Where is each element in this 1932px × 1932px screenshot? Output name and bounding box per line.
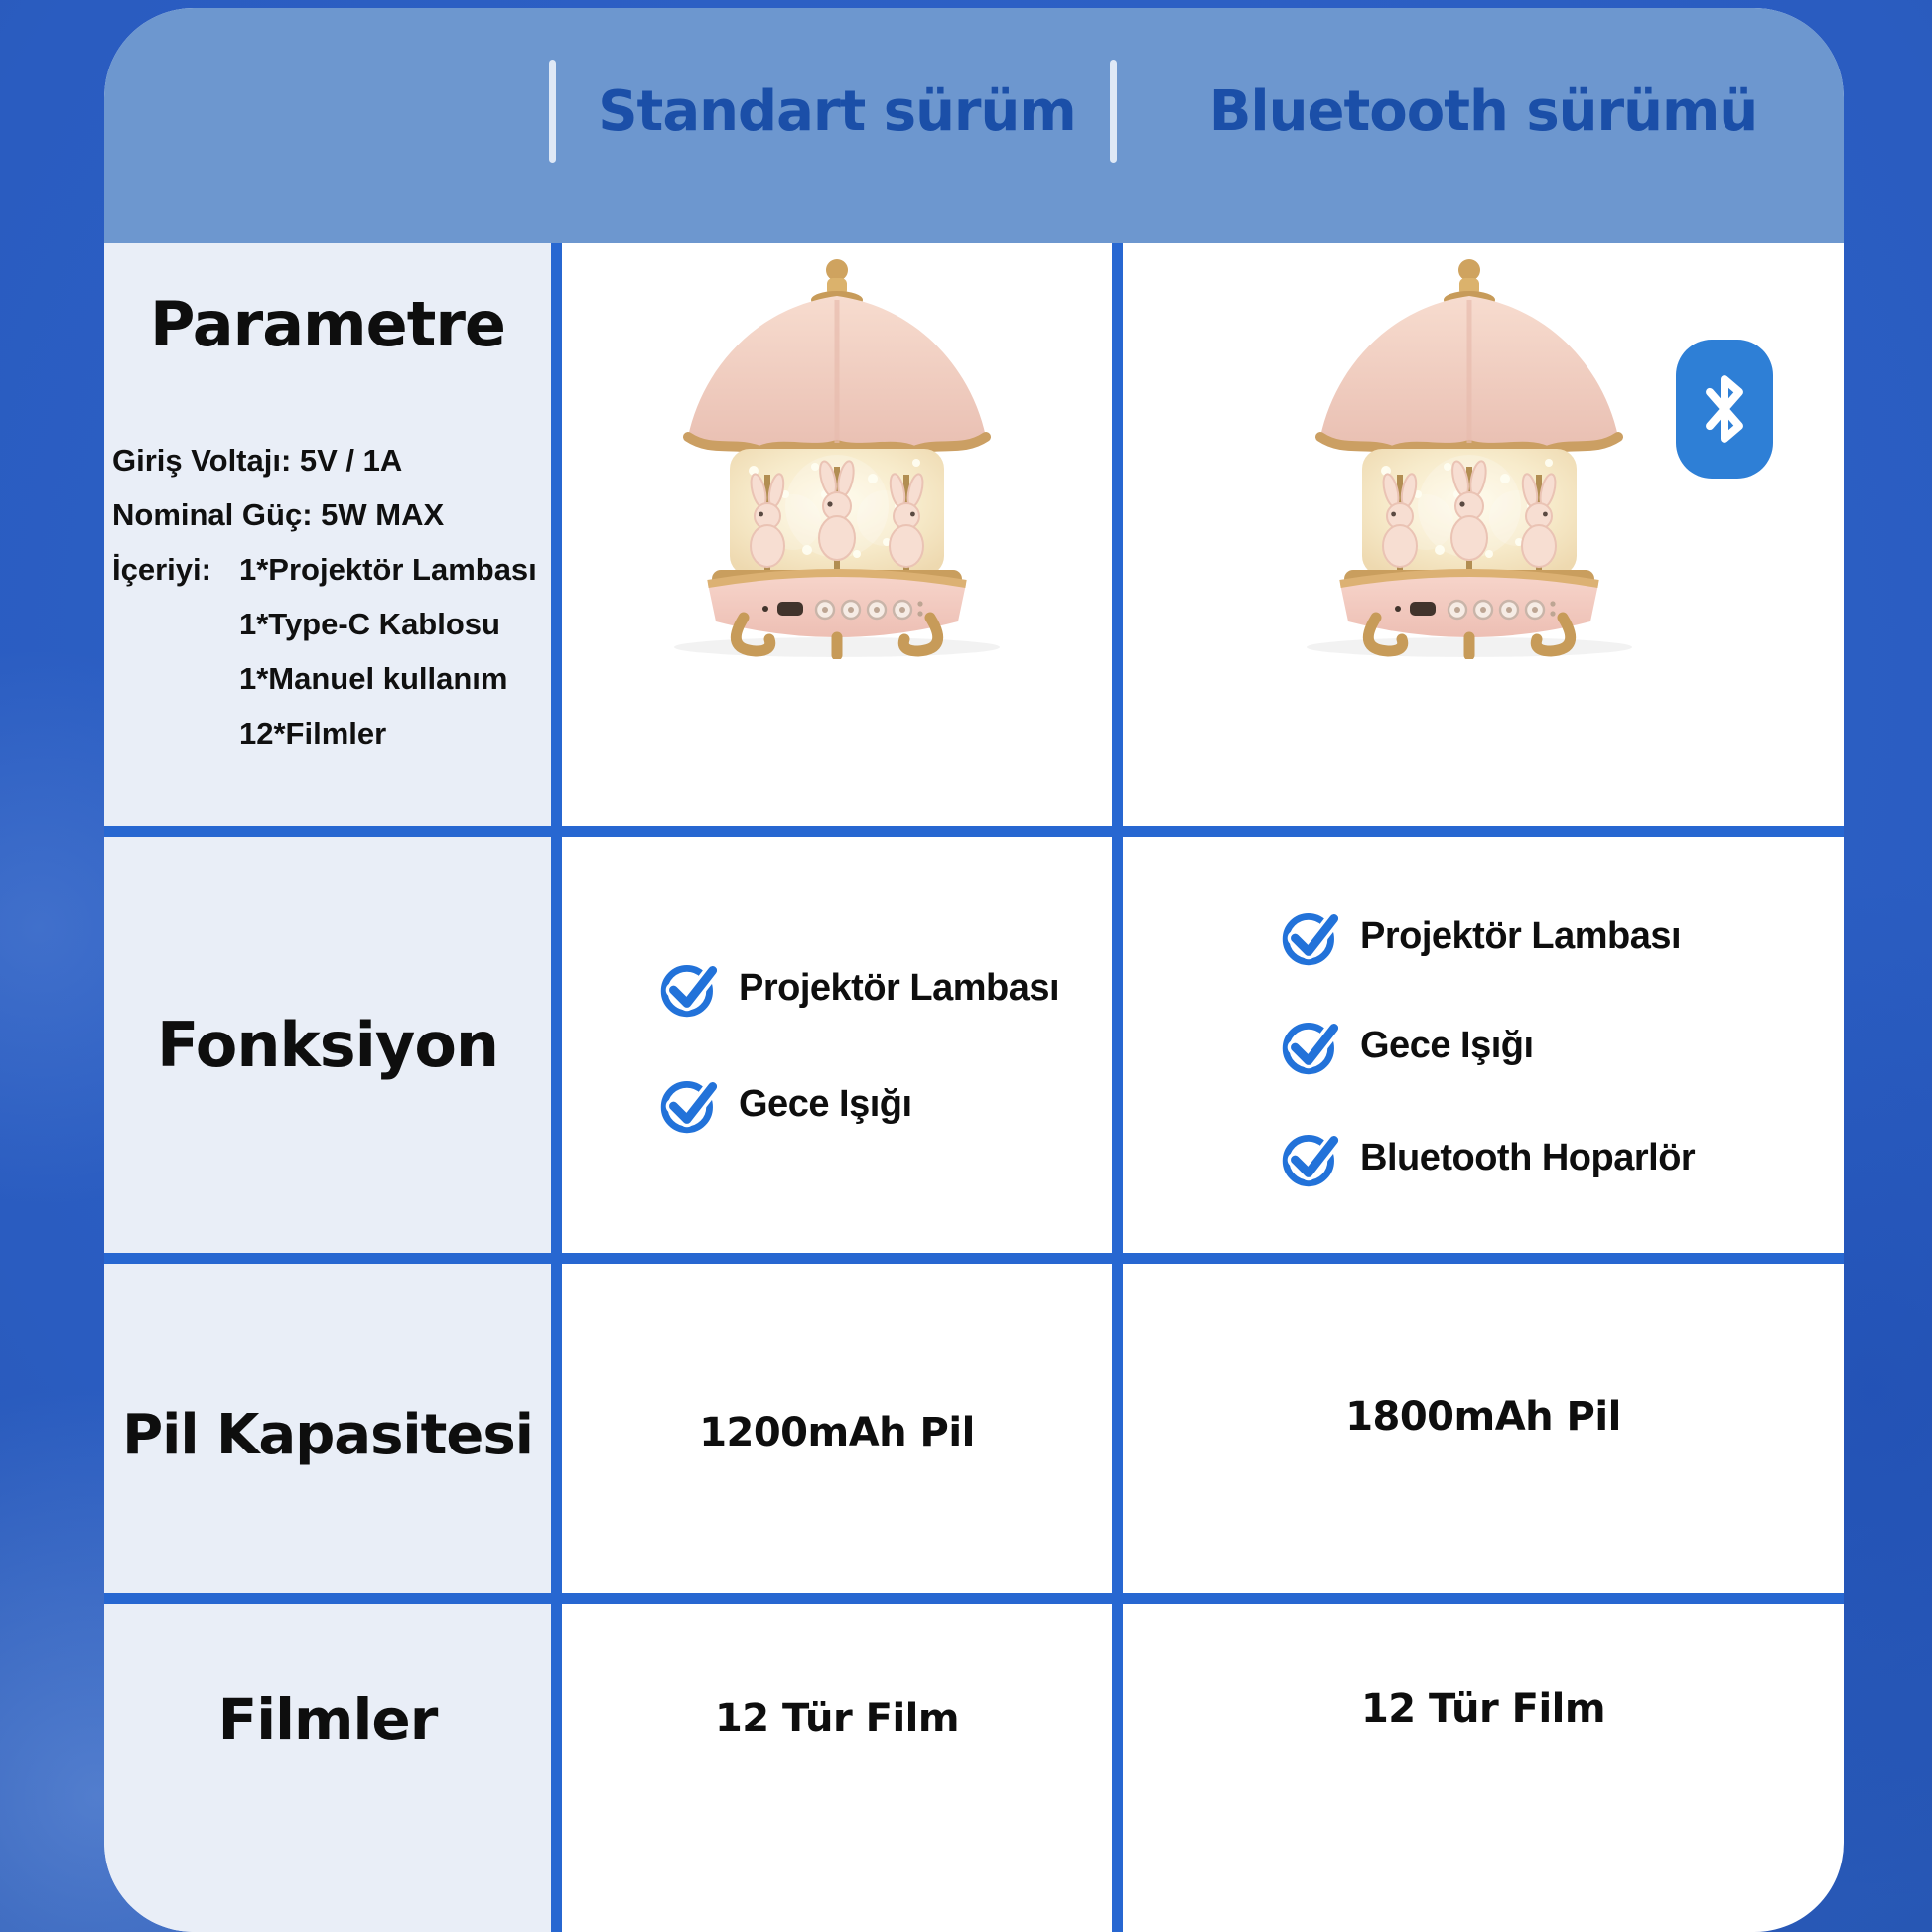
row-title-filmler: Filmler [217,1686,438,1753]
row-title-parametre: Parametre [150,288,505,360]
feature-label: Projektör Lambası [739,966,1060,1009]
film-value-standard: 12 Tür Film [714,1696,960,1741]
grid-line-horizontal [104,826,1844,837]
battery-value-standard: 1200mAh Pil [699,1410,975,1455]
bluetooth-icon [1676,340,1773,479]
spec-contents-item: 1*Projektör Lambası [239,552,537,587]
row-title-fonksiyon: Fonksiyon [156,1009,499,1081]
check-circle-icon [660,957,722,1019]
feature-label: Gece Işığı [739,1082,912,1125]
film-value-bluetooth: 12 Tür Film [1360,1686,1606,1731]
feature-item [660,1072,912,1136]
feature-item [1282,1126,1695,1189]
grid-line-vertical [1112,243,1123,1932]
product-image-bluetooth [1251,252,1688,659]
feature-label: Gece Işığı [1360,1024,1534,1066]
feature-label: Projektör Lambası [1360,914,1682,957]
row-title-pil-kapasitesi: Pil Kapasitesi [122,1403,533,1467]
check-circle-icon [1282,905,1343,967]
check-circle-icon [1282,1127,1343,1188]
spec-list [112,433,553,760]
spec-contents-item: 1*Type-C Kablosu [239,607,500,641]
header-divider [549,60,556,163]
spec-contents-item: 12*Filmler [239,716,387,751]
feature-item [1282,1014,1534,1077]
grid-line-horizontal [104,1593,1844,1604]
column-header-bluetooth: Bluetooth sürümü [1208,78,1758,144]
spec-contents-item: 1*Manuel kullanım [239,661,508,696]
check-circle-icon [1282,1015,1343,1076]
feature-item [1282,904,1681,968]
grid-line-horizontal [104,1253,1844,1264]
comparison-card [104,8,1844,1932]
spec-contents [112,542,553,597]
spec-contents-label: İçeriyi: [112,552,211,587]
feature-label: Bluetooth Hoparlör [1360,1136,1696,1178]
check-circle-icon [660,1073,722,1135]
product-image-standard [619,252,1055,659]
battery-value-bluetooth: 1800mAh Pil [1345,1394,1621,1440]
feature-item [660,956,1059,1020]
spec-voltage: Giriş Voltajı: 5V / 1A [112,443,403,478]
spec-power: Nominal Güç: 5W MAX [112,497,445,532]
column-header-standard: Standart sürüm [598,78,1076,144]
